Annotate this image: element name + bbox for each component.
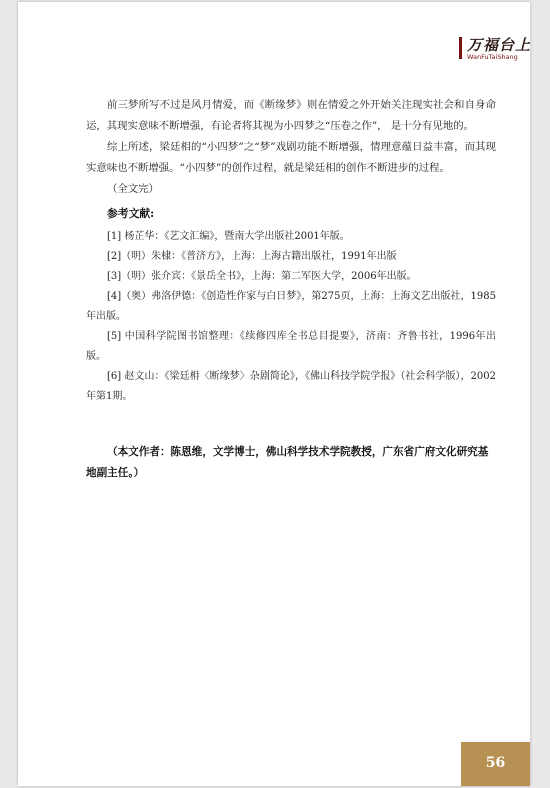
author-note: （本文作者：陈恩维，文学博士，佛山科学技术学院教授，广东省广府文化研究基地副主任。）	[86, 446, 489, 479]
end-note: （全文完）	[107, 183, 159, 195]
reference-item: [3]（明）张介宾：《景岳全书》，上海：第二军医大学，2006年出版。	[107, 271, 417, 282]
references-list	[86, 227, 496, 407]
logo-bar	[459, 37, 462, 59]
publication-logo	[459, 34, 532, 64]
body-paragraph: 前三梦所写不过是风月情爱，而《断缘梦》则在情爱之外开始关注现实社会和自身命运，其现实意味不断增强，有论者将其视为小四梦之“压卷之作”， 是十分有见地的。	[86, 99, 496, 132]
reference-item: [6] 赵文山：《梁廷枏〈断缘梦〉杂剧简论》，《佛山科技学院学报》（社会科学版），2002年第1期。	[86, 371, 496, 402]
page-number: 56	[485, 755, 506, 771]
logo-chinese-title: 万福台上	[467, 36, 532, 54]
document-page	[18, 2, 530, 786]
page-number-tab	[461, 742, 530, 786]
reference-item: [2]（明）朱棣：《普济方》，上海：上海古籍出版社，1991年出版	[107, 251, 397, 262]
reference-item: [1] 杨芷华：《艺文汇编》，暨南大学出版社2001年版。	[107, 231, 350, 242]
logo-pinyin-title: WanFuTaiShang	[467, 53, 518, 61]
reference-item: [4]（奥）弗洛伊德：《创造性作家与白日梦》，第275页，上海：上海文艺出版社，1985年出版。	[86, 291, 496, 322]
body-text	[86, 95, 496, 200]
references-heading: 参考文献:	[107, 207, 155, 220]
reference-item: [5] 中国科学院图书馆整理：《续修四库全书总目提要》，济南：齐鲁书社，1996年出版。	[86, 331, 496, 362]
body-paragraph: 综上所述，梁廷相的“小四梦”之“梦”戏剧功能不断增强，情理意蕴日益丰富，而其现实意味也不断增强。“小四梦”的创作过程，就是梁廷相的创作不断进步的过程。	[86, 141, 496, 174]
